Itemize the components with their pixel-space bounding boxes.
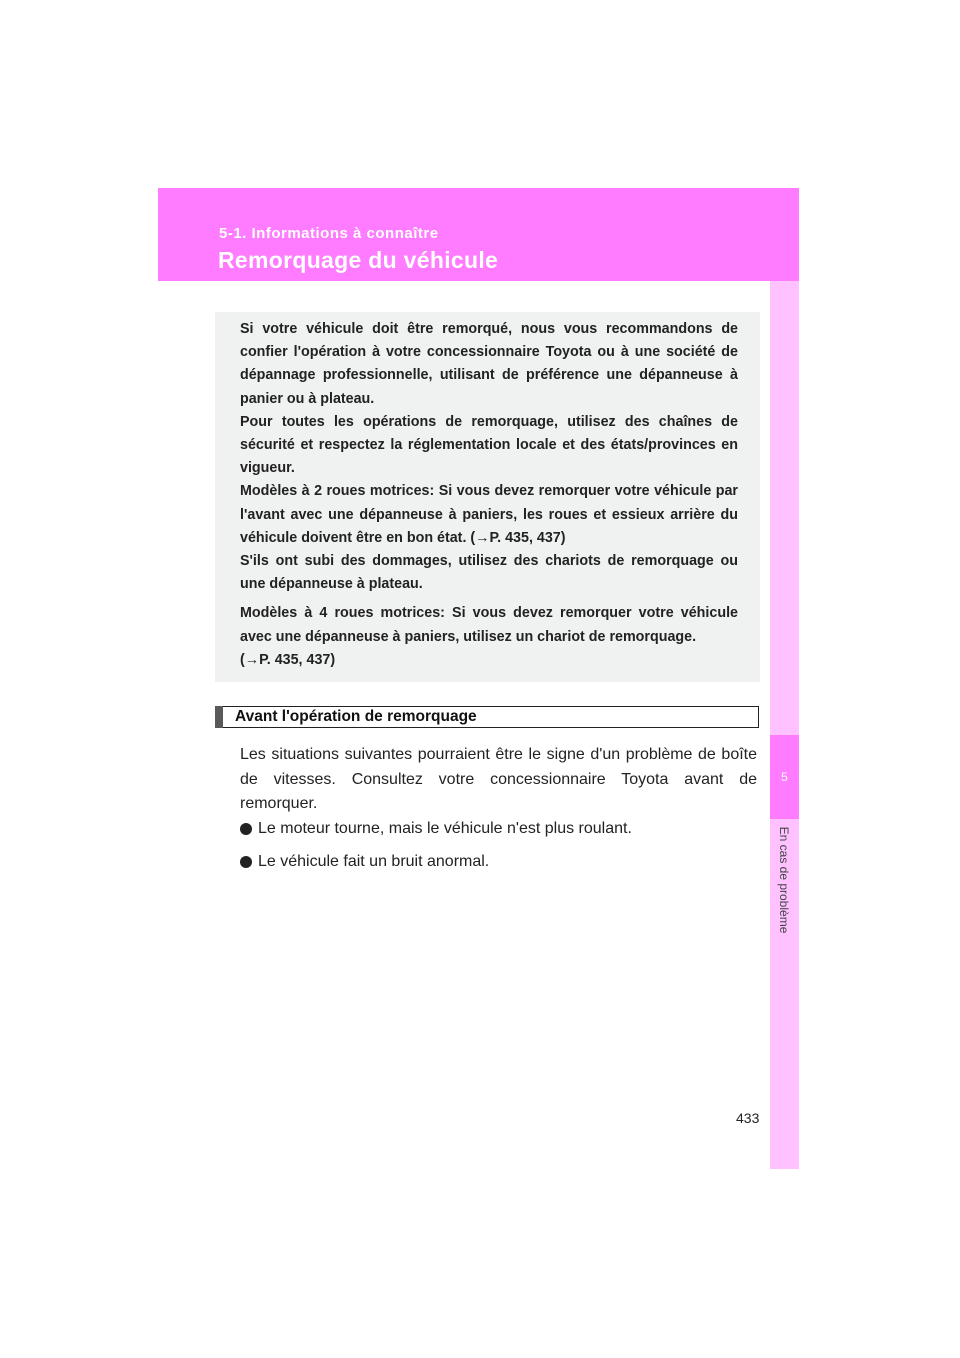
heading-marker	[215, 706, 223, 728]
chapter-number: 5	[781, 770, 788, 784]
bullet-icon	[240, 823, 252, 835]
intro-paragraph-2: Pour toutes les opérations de remorquage, utilisez des chaînes de sécurité et respectez la réglementation locale et des états/provinces en vigueur.	[240, 413, 738, 477]
page-reference-link[interactable]: P. 435, 437)	[259, 651, 336, 668]
subsection-paragraph: Les situations suivantes pourraient être le signe d'un problème de boîte de vitesses. Consultez votre concessionnaire Toyota avant de remorquer.	[240, 746, 757, 812]
list-item-text: Le moteur tourne, mais le véhicule n'est plus roulant.	[258, 820, 632, 837]
intro-paragraph-5	[240, 602, 738, 672]
bullet-icon	[240, 856, 252, 868]
chapter-tab[interactable]	[770, 735, 799, 819]
subsection-title: Avant l'opération de remorquage	[235, 708, 477, 725]
list-item-text: Le véhicule fait un bruit anormal.	[258, 853, 490, 870]
intro-paragraph-1: Si votre véhicule doit être remorqué, nous vous recommandons de confier l'opération à votre concessionnaire Toyota ou à une société de dépannage professionnelle, utilisant de préférence une dépanneuse à panier ou à plateau.	[240, 321, 738, 407]
ref-open-paren: (	[240, 651, 245, 668]
intro-box	[215, 312, 760, 682]
intro-paragraph-3	[240, 480, 738, 550]
chapter-side-strip	[770, 281, 799, 1169]
intro-paragraph-5-text: Modèles à 4 roues motrices: Si vous devez remorquer votre véhicule avec une dépanneuse à paniers, utilisez un chariot de remorquage.	[240, 605, 738, 645]
page-reference-link[interactable]: P. 435, 437)	[489, 529, 566, 546]
intro-paragraph-4: S'ils ont subi des dommages, utilisez des chariots de remorquage ou une dépanneuse à plateau.	[240, 553, 738, 593]
page-title: Remorquage du véhicule	[218, 247, 499, 273]
arrow-icon: →	[244, 651, 260, 668]
page-number: 433	[736, 1110, 760, 1126]
arrow-icon: →	[475, 529, 490, 546]
subsection-heading	[221, 706, 759, 728]
chapter-title: En cas de problème	[777, 826, 791, 934]
list-item	[240, 853, 489, 871]
section-label: 5-1. Informations à connaître	[219, 225, 439, 242]
list-item	[240, 820, 632, 838]
intro-paragraph-3-text: Modèles à 2 roues motrices: Si vous devez remorquer votre véhicule par l'avant avec une dépanneuse à paniers, les roues et essieux arrière du véhicule doivent être en bon état. (	[240, 483, 738, 546]
